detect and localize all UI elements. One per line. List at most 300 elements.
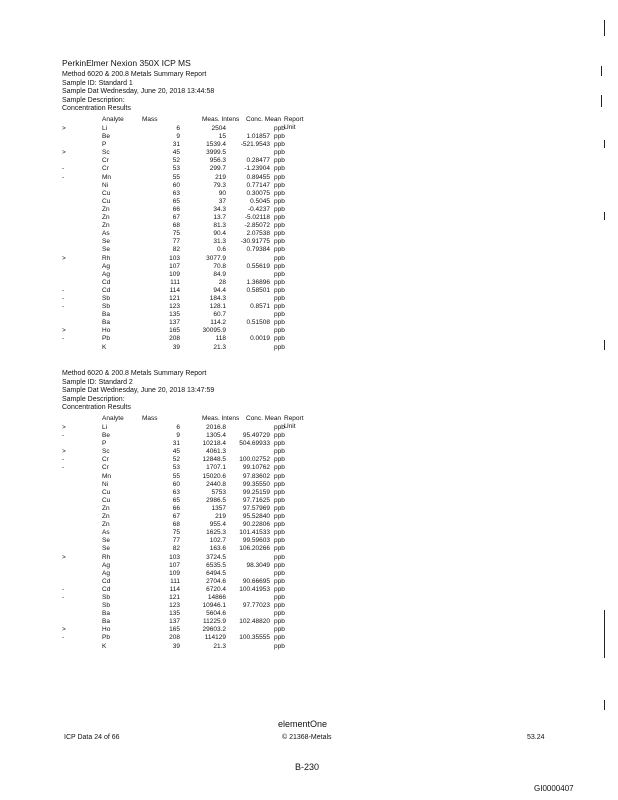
table-row bbox=[62, 238, 312, 246]
analyte-cell: Cd bbox=[102, 286, 111, 294]
mass-cell: 67 bbox=[172, 214, 180, 222]
table-row bbox=[62, 141, 312, 149]
analyte-cell: Ni bbox=[102, 480, 109, 488]
unit-cell: ppb bbox=[274, 513, 285, 521]
mass-cell: 68 bbox=[172, 521, 180, 529]
row-marker: > bbox=[62, 254, 66, 262]
meas-intens-cell: 10946.1 bbox=[202, 602, 226, 610]
conc-mean-cell: 95.49729 bbox=[242, 432, 270, 440]
conc-mean-cell: 97.71625 bbox=[242, 496, 270, 504]
table-row bbox=[62, 263, 312, 271]
analyte-cell: Li bbox=[102, 125, 108, 132]
footer-right: 53.24 bbox=[527, 734, 545, 741]
meas-intens-cell: 31.3 bbox=[213, 238, 226, 246]
scan-edge-mark bbox=[604, 700, 605, 710]
analyte-cell: Ba bbox=[102, 618, 110, 626]
unit-cell: ppb bbox=[274, 246, 285, 254]
mass-cell: 66 bbox=[172, 205, 180, 213]
scan-edge-mark bbox=[604, 340, 605, 350]
meas-intens-cell: 29603.2 bbox=[202, 626, 226, 634]
row-marker: > bbox=[62, 125, 66, 132]
sample-date: Sample Dat Wednesday, June 20, 2018 13:47:59 bbox=[62, 387, 215, 395]
mass-cell: 137 bbox=[169, 618, 180, 626]
conc-mean-cell: 0.5045 bbox=[250, 197, 270, 205]
meas-intens-cell: 3724.5 bbox=[206, 553, 226, 561]
meas-intens-cell: 79.3 bbox=[213, 181, 226, 189]
unit-cell: ppb bbox=[274, 448, 285, 456]
analyte-cell: Zn bbox=[102, 205, 110, 213]
meas-intens-cell: 21.3 bbox=[213, 642, 226, 650]
conc-mean-cell: 0.89455 bbox=[246, 173, 270, 181]
row-marker: - bbox=[62, 303, 65, 311]
footer-center: © 21368-Metals bbox=[282, 734, 332, 741]
meas-intens-cell: 3999.5 bbox=[206, 149, 226, 157]
row-marker: - bbox=[62, 432, 65, 440]
unit-cell: ppb bbox=[274, 149, 285, 157]
meas-intens-cell: 1539.4 bbox=[206, 141, 226, 149]
unit-cell: ppb bbox=[274, 593, 285, 601]
conc-mean-cell: 100.02752 bbox=[239, 456, 270, 464]
table-row bbox=[62, 626, 312, 634]
table-row bbox=[62, 432, 312, 440]
mass-cell: 107 bbox=[169, 561, 180, 569]
unit-cell: ppb bbox=[274, 125, 285, 132]
analyte-cell: Rh bbox=[102, 254, 111, 262]
analyte-cell: Cu bbox=[102, 488, 111, 496]
conc-mean-cell: 100.35555 bbox=[239, 634, 270, 642]
meas-intens-cell: 13.7 bbox=[213, 214, 226, 222]
unit-cell: ppb bbox=[274, 488, 285, 496]
table-row bbox=[62, 529, 312, 537]
analyte-cell: Be bbox=[102, 133, 110, 141]
table-row bbox=[62, 255, 312, 263]
unit-cell: ppb bbox=[274, 214, 285, 222]
row-marker: - bbox=[62, 593, 65, 601]
mass-cell: 55 bbox=[172, 472, 180, 480]
instrument-title: PerkinElmer Nexion 350X ICP MS bbox=[62, 58, 191, 68]
analyte-cell: Zn bbox=[102, 214, 110, 222]
analyte-cell: Se bbox=[102, 545, 110, 553]
unit-cell: ppb bbox=[274, 464, 285, 472]
analyte-cell: Sc bbox=[102, 149, 110, 157]
analyte-cell: Sb bbox=[102, 294, 110, 302]
meas-intens-cell: 81.3 bbox=[213, 222, 226, 230]
mass-cell: 63 bbox=[172, 488, 180, 496]
meas-intens-cell: 90 bbox=[218, 189, 226, 197]
table-row bbox=[62, 578, 312, 586]
unit-cell: ppb bbox=[274, 294, 285, 302]
table-row bbox=[62, 303, 312, 311]
conc-mean-cell: 90.22806 bbox=[242, 521, 270, 529]
conc-mean-cell: 97.57969 bbox=[242, 504, 270, 512]
unit-cell: ppb bbox=[274, 254, 285, 262]
unit-cell: ppb bbox=[274, 480, 285, 488]
unit-cell: ppb bbox=[274, 262, 285, 270]
conc-mean-cell: 0.58501 bbox=[246, 286, 270, 294]
table-row bbox=[62, 344, 312, 352]
unit-cell: ppb bbox=[274, 610, 285, 618]
table-row bbox=[62, 182, 312, 190]
unit-cell: ppb bbox=[274, 327, 285, 335]
mass-cell: 111 bbox=[170, 278, 180, 286]
table-row bbox=[62, 456, 312, 464]
report-2-header bbox=[62, 370, 214, 413]
report-1-header bbox=[62, 71, 214, 114]
mass-cell: 53 bbox=[172, 165, 180, 173]
unit-cell: ppb bbox=[274, 432, 285, 440]
table-row bbox=[62, 562, 312, 570]
footer-left: ICP Data 24 of 66 bbox=[64, 734, 120, 741]
analyte-cell: K bbox=[102, 343, 107, 351]
mass-cell: 103 bbox=[169, 254, 180, 262]
company-name: elementOne bbox=[278, 719, 328, 729]
conc-mean-cell: -1.23904 bbox=[244, 165, 270, 173]
mass-cell: 52 bbox=[172, 456, 180, 464]
mass-cell: 121 bbox=[169, 593, 180, 601]
unit-cell: ppb bbox=[274, 343, 285, 351]
meas-intens-cell: 2704.6 bbox=[206, 577, 226, 585]
table-row bbox=[62, 214, 312, 222]
conc-mean-cell: 1.01857 bbox=[246, 133, 270, 141]
mass-cell: 9 bbox=[176, 432, 180, 440]
analyte-cell: Se bbox=[102, 537, 110, 545]
unit-cell: ppb bbox=[274, 286, 285, 294]
unit-cell: ppb bbox=[274, 537, 285, 545]
mass-cell: 60 bbox=[172, 480, 180, 488]
bates-number: GI0000407 bbox=[534, 784, 574, 793]
table-row bbox=[62, 230, 312, 238]
unit-cell: ppb bbox=[274, 319, 285, 327]
conc-mean-cell: 0.77147 bbox=[246, 181, 270, 189]
analyte-cell: Mn bbox=[102, 472, 112, 480]
analyte-cell: Cu bbox=[102, 496, 111, 504]
results-label: Concentration Results bbox=[62, 404, 131, 412]
conc-mean-cell: 504.69933 bbox=[239, 440, 270, 448]
meas-intens-cell: 21.3 bbox=[213, 343, 226, 351]
table-row bbox=[62, 554, 312, 562]
table-row bbox=[62, 586, 312, 594]
unit-cell: ppb bbox=[274, 440, 285, 448]
table-row bbox=[62, 222, 312, 230]
table-row bbox=[62, 279, 312, 287]
table-row bbox=[62, 335, 312, 343]
mass-cell: 60 bbox=[172, 181, 180, 189]
meas-intens-cell: 1357 bbox=[211, 504, 226, 512]
conc-mean-cell: -5.02118 bbox=[244, 214, 270, 222]
row-marker: - bbox=[62, 173, 65, 181]
unit-cell: ppb bbox=[274, 157, 285, 165]
analyte-cell: Cr bbox=[102, 456, 109, 464]
table-row bbox=[62, 537, 312, 545]
mass-cell: 66 bbox=[172, 504, 180, 512]
conc-mean-cell: 0.30075 bbox=[246, 189, 270, 197]
unit-cell: ppb bbox=[274, 561, 285, 569]
table-row bbox=[62, 311, 312, 319]
meas-intens-cell: 299.7 bbox=[209, 165, 226, 173]
conc-mean-cell: 1.36896 bbox=[246, 278, 270, 286]
row-marker: > bbox=[62, 149, 66, 157]
mass-cell: 65 bbox=[172, 496, 180, 504]
table-row bbox=[62, 570, 312, 578]
conc-mean-cell: -30.91775 bbox=[240, 238, 270, 246]
meas-intens-cell: 5604.6 bbox=[206, 610, 226, 618]
conc-mean-cell: 0.55619 bbox=[246, 262, 270, 270]
meas-intens-cell: 6720.4 bbox=[206, 585, 226, 593]
analyte-cell: Ba bbox=[102, 311, 110, 319]
row-marker: - bbox=[62, 456, 65, 464]
analyte-cell: Ag bbox=[102, 262, 110, 270]
table-row bbox=[62, 643, 312, 651]
meas-intens-cell: 6494.5 bbox=[206, 569, 226, 577]
mass-cell: 109 bbox=[169, 270, 180, 278]
sample-id: Sample ID: Standard 2 bbox=[62, 378, 133, 386]
conc-mean-cell: 0.51508 bbox=[246, 319, 270, 327]
col-conc: Conc. Mean bbox=[246, 415, 282, 422]
table-row bbox=[62, 327, 312, 335]
unit-cell: ppb bbox=[274, 545, 285, 553]
meas-intens-cell: 94.4 bbox=[213, 286, 226, 294]
meas-intens-cell: 128.1 bbox=[209, 303, 226, 311]
sample-date: Sample Dat Wednesday, June 20, 2018 13:44:58 bbox=[62, 88, 215, 96]
unit-cell: ppb bbox=[274, 553, 285, 561]
mass-cell: 109 bbox=[169, 569, 180, 577]
unit-cell: ppb bbox=[274, 335, 285, 343]
unit-cell: ppb bbox=[274, 238, 285, 246]
unit-cell: ppb bbox=[274, 496, 285, 504]
mass-cell: 135 bbox=[169, 610, 180, 618]
conc-mean-cell: 101.41533 bbox=[239, 529, 270, 537]
conc-mean-cell: 97.77023 bbox=[242, 602, 270, 610]
conc-mean-cell: -0.4237 bbox=[247, 205, 270, 213]
report-2-table bbox=[62, 424, 312, 651]
meas-intens-cell: 2440.8 bbox=[206, 480, 226, 488]
mass-cell: 53 bbox=[172, 464, 180, 472]
row-marker: > bbox=[62, 327, 66, 335]
table-row bbox=[62, 424, 312, 432]
conc-mean-cell: 98.3049 bbox=[246, 561, 270, 569]
analyte-cell: Sb bbox=[102, 303, 110, 311]
unit-cell: ppb bbox=[274, 472, 285, 480]
analyte-cell: Ba bbox=[102, 610, 110, 618]
analyte-cell: Se bbox=[102, 238, 110, 246]
row-marker: > bbox=[62, 424, 66, 431]
mass-cell: 123 bbox=[169, 303, 180, 311]
unit-cell: ppb bbox=[274, 626, 285, 634]
scan-edge-mark bbox=[604, 610, 605, 658]
mass-cell: 67 bbox=[172, 513, 180, 521]
meas-intens-cell: 30095.9 bbox=[202, 327, 226, 335]
meas-intens-cell: 15020.6 bbox=[202, 472, 226, 480]
analyte-cell: Li bbox=[102, 424, 108, 431]
unit-cell: ppb bbox=[274, 230, 285, 238]
analyte-cell: Sb bbox=[102, 602, 110, 610]
analyte-cell: Rh bbox=[102, 553, 111, 561]
meas-intens-cell: 6535.5 bbox=[206, 561, 226, 569]
row-marker: - bbox=[62, 585, 65, 593]
mass-cell: 52 bbox=[172, 157, 180, 165]
table-row bbox=[62, 271, 312, 279]
unit-cell: ppb bbox=[274, 642, 285, 650]
meas-intens-cell: 2504 bbox=[211, 125, 226, 132]
meas-intens-cell: 1625.3 bbox=[206, 529, 226, 537]
conc-mean-cell: 99.59603 bbox=[242, 537, 270, 545]
analyte-cell: P bbox=[102, 141, 107, 149]
meas-intens-cell: 37 bbox=[218, 197, 226, 205]
conc-mean-cell: 0.28477 bbox=[246, 157, 270, 165]
meas-intens-cell: 28 bbox=[218, 278, 226, 286]
scan-edge-mark bbox=[604, 20, 605, 36]
mass-cell: 68 bbox=[172, 222, 180, 230]
mass-cell: 39 bbox=[172, 343, 180, 351]
analyte-cell: Cr bbox=[102, 165, 109, 173]
results-label: Concentration Results bbox=[62, 105, 131, 113]
table-row bbox=[62, 473, 312, 481]
unit-cell: ppb bbox=[274, 173, 285, 181]
unit-cell: ppb bbox=[274, 618, 285, 626]
analyte-cell: Zn bbox=[102, 513, 110, 521]
meas-intens-cell: 956.3 bbox=[209, 157, 226, 165]
table-row bbox=[62, 190, 312, 198]
col-analyte: Analyte bbox=[102, 116, 124, 123]
analyte-cell: K bbox=[102, 642, 107, 650]
row-marker: - bbox=[62, 294, 65, 302]
meas-intens-cell: 2016.8 bbox=[206, 424, 226, 431]
meas-intens-cell: 34.3 bbox=[213, 205, 226, 213]
mass-cell: 9 bbox=[176, 133, 180, 141]
table-row bbox=[62, 157, 312, 165]
col-unit: Report Unit bbox=[284, 116, 304, 132]
mass-cell: 137 bbox=[169, 319, 180, 327]
meas-intens-cell: 12848.5 bbox=[202, 456, 226, 464]
unit-cell: ppb bbox=[274, 521, 285, 529]
mass-cell: 208 bbox=[169, 335, 180, 343]
table-row bbox=[62, 545, 312, 553]
table-row bbox=[62, 489, 312, 497]
meas-intens-cell: 10218.4 bbox=[202, 440, 226, 448]
analyte-cell: Ag bbox=[102, 569, 110, 577]
scan-edge-mark bbox=[601, 66, 602, 76]
mass-cell: 123 bbox=[169, 602, 180, 610]
table-row bbox=[62, 505, 312, 513]
meas-intens-cell: 114.2 bbox=[210, 319, 226, 327]
mass-cell: 45 bbox=[172, 149, 180, 157]
mass-cell: 75 bbox=[172, 230, 180, 238]
analyte-cell: Sc bbox=[102, 448, 110, 456]
meas-intens-cell: 84.9 bbox=[213, 270, 226, 278]
meas-intens-cell: 0.6 bbox=[216, 246, 226, 254]
row-marker: > bbox=[62, 626, 66, 634]
unit-cell: ppb bbox=[274, 270, 285, 278]
analyte-cell: Zn bbox=[102, 504, 110, 512]
analyte-cell: As bbox=[102, 529, 110, 537]
meas-intens-cell: 90.4 bbox=[213, 230, 226, 238]
analyte-cell: Mn bbox=[102, 173, 112, 181]
meas-intens-cell: 3077.9 bbox=[206, 254, 226, 262]
analyte-cell: Pb bbox=[102, 634, 110, 642]
conc-mean-cell: 95.52840 bbox=[242, 513, 270, 521]
row-marker: - bbox=[62, 335, 65, 343]
table-row bbox=[62, 165, 312, 173]
mass-cell: 31 bbox=[172, 141, 180, 149]
meas-intens-cell: 11225.9 bbox=[202, 618, 226, 626]
conc-mean-cell: 100.41953 bbox=[239, 585, 270, 593]
mass-cell: 75 bbox=[172, 529, 180, 537]
table-row bbox=[62, 133, 312, 141]
row-marker: > bbox=[62, 553, 66, 561]
method-line: Method 6020 & 200.8 Metals Summary Report bbox=[62, 71, 207, 78]
conc-mean-cell: 0.0019 bbox=[250, 335, 270, 343]
conc-mean-cell: 99.10762 bbox=[242, 464, 270, 472]
meas-intens-cell: 1707.1 bbox=[206, 464, 226, 472]
mass-cell: 6 bbox=[176, 424, 180, 431]
analyte-cell: Cr bbox=[102, 464, 109, 472]
meas-intens-cell: 955.4 bbox=[209, 521, 226, 529]
scan-edge-mark bbox=[604, 140, 605, 148]
unit-cell: ppb bbox=[274, 311, 285, 319]
conc-mean-cell: 99.25159 bbox=[242, 488, 270, 496]
meas-intens-cell: 60.7 bbox=[213, 311, 226, 319]
table-row bbox=[62, 319, 312, 327]
unit-cell: ppb bbox=[274, 634, 285, 642]
mass-cell: 82 bbox=[172, 246, 180, 254]
mass-cell: 121 bbox=[169, 294, 180, 302]
col-mass: Mass bbox=[142, 116, 158, 123]
unit-cell: ppb bbox=[274, 222, 285, 230]
mass-cell: 77 bbox=[172, 537, 180, 545]
col-mass: Mass bbox=[142, 415, 158, 422]
unit-cell: ppb bbox=[274, 456, 285, 464]
table-row bbox=[62, 464, 312, 472]
mass-cell: 31 bbox=[172, 440, 180, 448]
meas-intens-cell: 118 bbox=[215, 335, 226, 343]
conc-mean-cell: -521.9543 bbox=[240, 141, 270, 149]
unit-cell: ppb bbox=[274, 602, 285, 610]
mass-cell: 114 bbox=[169, 286, 180, 294]
table-row bbox=[62, 448, 312, 456]
unit-cell: ppb bbox=[274, 133, 285, 141]
meas-intens-cell: 102.7 bbox=[209, 537, 226, 545]
mass-cell: 165 bbox=[169, 626, 180, 634]
conc-mean-cell: 90.66695 bbox=[242, 577, 270, 585]
unit-cell: ppb bbox=[274, 577, 285, 585]
table-row bbox=[62, 295, 312, 303]
analyte-cell: Cu bbox=[102, 189, 111, 197]
mass-cell: 45 bbox=[172, 448, 180, 456]
conc-mean-cell: 2.07538 bbox=[246, 230, 270, 238]
method-line: Method 6020 & 200.8 Metals Summary Report bbox=[62, 370, 207, 377]
unit-cell: ppb bbox=[274, 424, 285, 431]
analyte-cell: Ho bbox=[102, 327, 111, 335]
col-unit: Report Unit bbox=[284, 415, 304, 431]
table-row bbox=[62, 440, 312, 448]
analyte-cell: Ho bbox=[102, 626, 111, 634]
meas-intens-cell: 1305.4 bbox=[206, 432, 226, 440]
report-1-table bbox=[62, 125, 312, 352]
conc-mean-cell: 0.79384 bbox=[246, 246, 270, 254]
analyte-cell: Se bbox=[102, 246, 110, 254]
mass-cell: 107 bbox=[169, 262, 180, 270]
row-marker: - bbox=[62, 464, 65, 472]
mass-cell: 103 bbox=[169, 553, 180, 561]
mass-cell: 63 bbox=[172, 189, 180, 197]
row-marker: - bbox=[62, 286, 65, 294]
unit-cell: ppb bbox=[274, 278, 285, 286]
mass-cell: 65 bbox=[172, 197, 180, 205]
table-row bbox=[62, 149, 312, 157]
mass-cell: 208 bbox=[169, 634, 180, 642]
analyte-cell: Cd bbox=[102, 577, 111, 585]
row-marker: - bbox=[62, 165, 65, 173]
